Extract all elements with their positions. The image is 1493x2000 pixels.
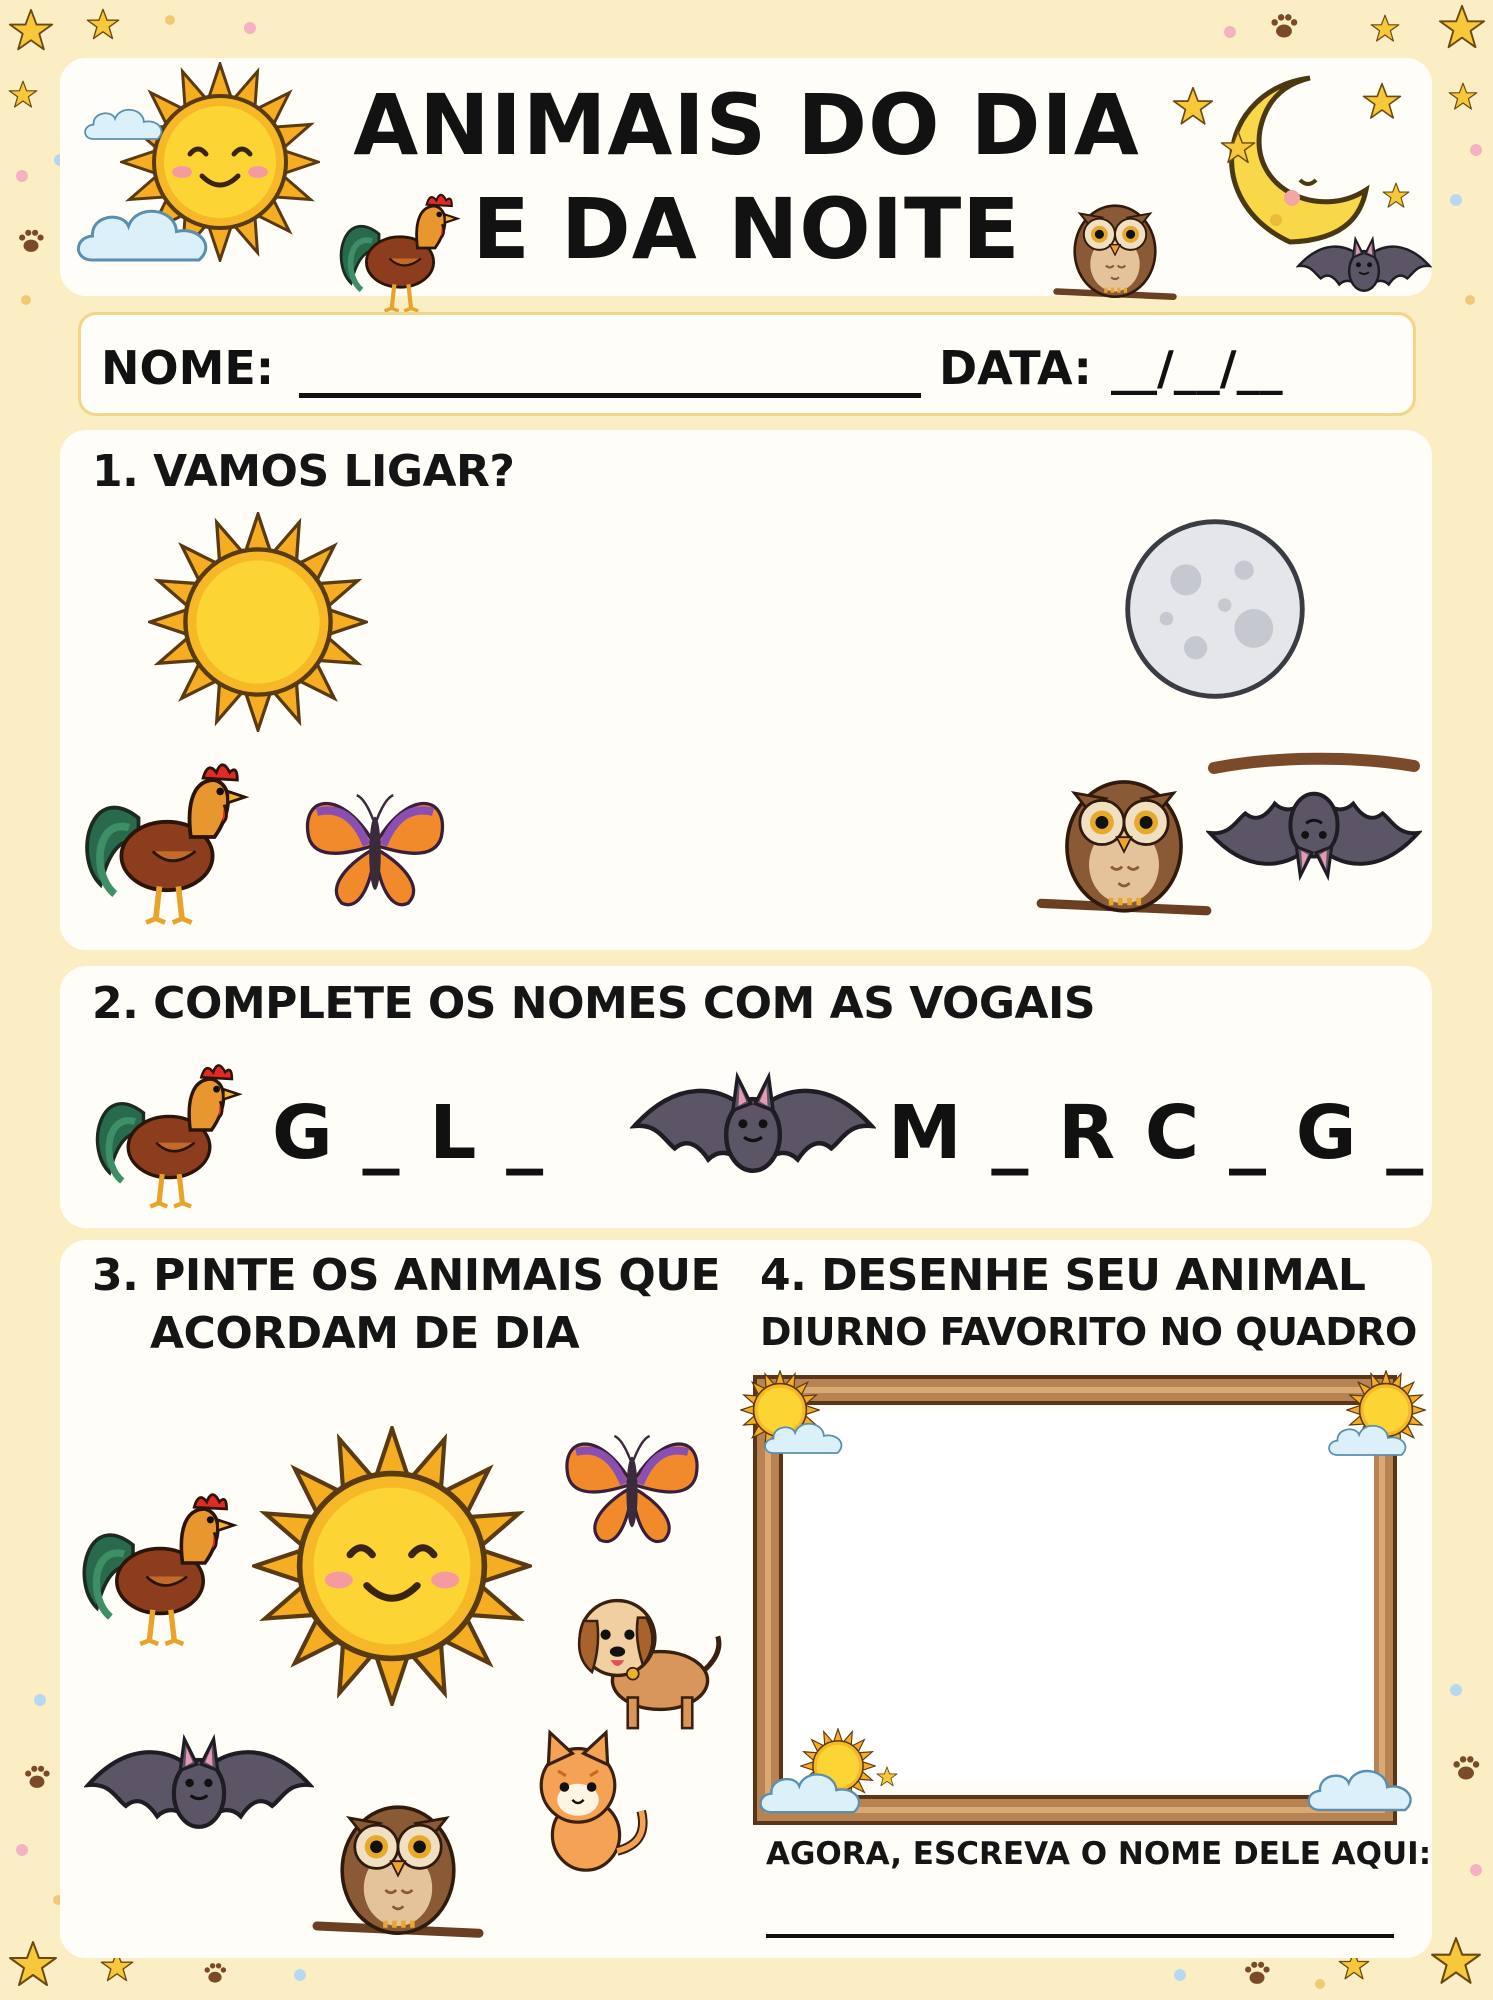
word-morcego-blanks[interactable]: M _ R C _ G _ xyxy=(888,1090,1426,1176)
moon-icon[interactable] xyxy=(1118,512,1312,706)
section3-title-line2: ACORDAM DE DIA xyxy=(150,1308,580,1359)
name-write-line[interactable] xyxy=(299,393,921,398)
hanging-bat-icon[interactable] xyxy=(1206,752,1422,902)
rooster-icon xyxy=(84,1040,254,1220)
cloud-icon xyxy=(760,1412,850,1458)
butterfly-icon[interactable] xyxy=(292,762,458,928)
cloud-icon xyxy=(752,1760,872,1818)
dog-icon[interactable] xyxy=(558,1570,728,1740)
rooster-icon[interactable] xyxy=(72,742,262,932)
date-label: DATA: xyxy=(939,341,1092,395)
section1-title: 1. VAMOS LIGAR? xyxy=(92,446,515,497)
butterfly-icon[interactable] xyxy=(552,1404,712,1564)
cloud-icon xyxy=(1324,1414,1414,1460)
owl-icon[interactable] xyxy=(308,1768,488,1958)
write-name-prompt: AGORA, ESCREVA O NOME DELE AQUI: xyxy=(766,1836,1432,1872)
owl-icon[interactable] xyxy=(1032,744,1216,934)
word-galo-blanks[interactable]: G _ L _ xyxy=(272,1090,546,1176)
star-icon xyxy=(876,1766,898,1788)
section4-title-line2: DIURNO FAVORITO NO QUADRO xyxy=(760,1310,1417,1354)
sun-icon[interactable] xyxy=(148,512,368,732)
section3-title-line1: 3. PINTE OS ANIMAIS QUE xyxy=(92,1250,721,1301)
drawing-area[interactable] xyxy=(790,1412,1374,1782)
rooster-icon[interactable] xyxy=(70,1468,250,1658)
bat-icon xyxy=(630,1056,876,1196)
page-title-line1: ANIMAIS DO DIA xyxy=(353,76,1140,174)
cloud-icon xyxy=(1300,1756,1424,1816)
name-date-row xyxy=(78,312,1416,416)
cat-icon[interactable] xyxy=(502,1718,662,1888)
bat-icon[interactable] xyxy=(84,1720,314,1850)
page-title-line2: E DA NOITE xyxy=(472,180,1021,278)
section4-title-line1: 4. DESENHE SEU ANIMAL xyxy=(760,1250,1366,1301)
animal-name-write-line[interactable] xyxy=(766,1934,1394,1938)
sun-face-icon[interactable] xyxy=(252,1426,532,1706)
name-label: NOME: xyxy=(101,341,275,395)
section2-title: 2. COMPLETE OS NOMES COM AS VOGAIS xyxy=(92,978,1096,1029)
date-write-line[interactable]: __/__/__ xyxy=(1111,341,1283,395)
